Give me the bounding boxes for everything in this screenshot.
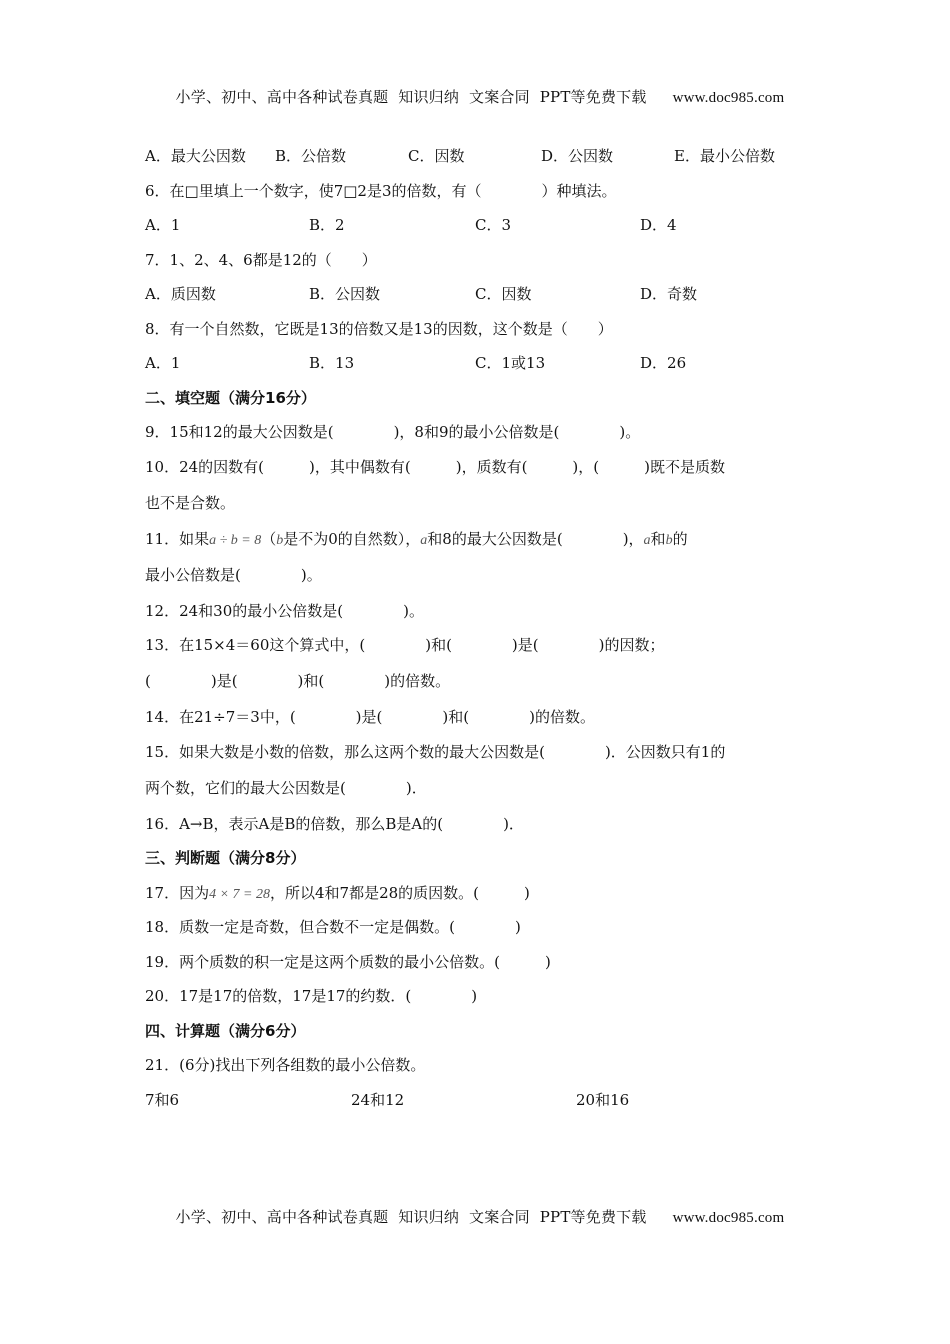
q5-option-d: D．公因数 [541,147,614,165]
header-site: www.doc985.com [672,90,785,106]
exam-content [145,144,810,1122]
page-header [0,68,950,107]
q20-text: 20．17是17的倍数，17是17的约数．( ) [145,987,478,1005]
q21-text: 21．(6分)找出下列各组数的最小公倍数。 [145,1056,426,1074]
q11-math-b: b [276,532,284,548]
q17-part-a: 17．因为 [145,883,210,902]
q11-part-c: 是不为0的自然数）， [283,529,421,548]
q17-text [145,881,810,916]
q8-options [145,351,810,386]
q7-option-d: D．奇数 [640,285,698,303]
q6-option-d: D．4 [640,216,677,234]
footer-text: 小学、初中、高中各种试卷真题 知识归纳 文案合同 PPT等免费下载 [175,1208,647,1226]
q7-option-c: C．因数 [475,285,532,303]
q9-text: 9．15和12的最大公因数是( )，8和9的最小公倍数是( )。 [145,423,641,441]
q7-option-a: A．质因数 [145,285,216,303]
q8-option-a: A．1 [145,354,181,372]
header-text: 小学、初中、高中各种试卷真题 知识归纳 文案合同 PPT等免费下载 [175,88,647,106]
q17-math-expression: 4 × 7 = 28 [209,886,270,902]
q8-text: 8．有一个自然数，它既是13的倍数又是13的因数，这个数是（ ） [145,319,613,338]
q5-options [145,144,810,179]
q15-text-line1: 15．如果大数是小数的倍数，那么这两个数的最大公因数是( )．公因数只有1的 [145,742,726,761]
footer-site: www.doc985.com [672,1210,785,1226]
q21-item-3: 20和16 [576,1090,630,1109]
q11-text-line1 [145,527,810,563]
q6-options [145,213,810,248]
q11-text-line2: 最小公倍数是( )。 [145,565,322,584]
section-3-title: 三、判断题（满分8分） [145,849,306,867]
q10-text-line2: 也不是合数。 [145,493,236,512]
q5-option-a: A．最大公因数 [145,147,246,165]
q14-text: 14．在21÷7＝3中，( )是( )和( )的倍数。 [145,708,595,726]
q11-math-expression: a ÷ b = 8 [209,532,262,548]
q10-text-line1: 10．24的因数有( )，其中偶数有( )，质数有( )，( )既不是质数 [145,457,725,476]
q11-math-a2: a [643,532,651,548]
q15-text-line2: 两个数，它们的最大公因数是( )． [145,778,427,797]
q13-text-line2: ( )是( )和( )的倍数。 [145,672,451,690]
q21-items [145,1088,810,1123]
q7-text: 7．1、2、4、6都是12的（ ） [145,250,377,269]
q6-option-c: C．3 [475,216,512,234]
q11-part-d: 和8的最大公因数是( )， [427,529,644,548]
q21-item-2: 24和12 [351,1090,405,1109]
q11-part-b: （ [261,529,277,548]
q12-text: 12．24和30的最小公倍数是( )。 [145,601,424,620]
q19-text: 19．两个质数的积一定是这两个质数的最小公倍数。( ) [145,952,551,971]
q6-text: 6．在□里填上一个数字，使7□2是3的倍数，有（ ）种填法。 [145,181,617,200]
q16-text: 16．A→B，表示A是B的倍数，那么B是A的( )． [145,814,524,833]
q13-text-line1: 13．在15×4＝60这个算式中，( )和( )是( )的因数； [145,636,665,654]
q5-option-b: B．公倍数 [275,147,347,165]
section-4-title: 四、计算题（满分6分） [145,1021,306,1040]
q8-option-b: B．13 [309,354,355,372]
q5-option-c: C．因数 [408,147,465,165]
q17-part-b: ，所以4和7都是28的质因数。( ) [270,883,530,902]
q7-option-b: B．公因数 [309,285,381,303]
q7-options [145,282,810,317]
page-footer [0,1188,950,1227]
q11-part-e: 和 [650,529,666,548]
section-2-title: 二、填空题（满分16分） [145,388,316,407]
q8-option-d: D．26 [640,354,687,372]
q6-option-b: B．2 [309,216,345,234]
q6-option-a: A．1 [145,216,181,234]
q11-math-b2: b [665,532,673,548]
q11-math-a: a [420,532,428,548]
q18-text: 18．质数一定是奇数，但合数不一定是偶数。( ) [145,918,521,936]
q5-option-e: E．最小公倍数 [674,147,775,165]
q11-part-f: 的 [672,529,688,548]
q21-item-1: 7和6 [145,1090,180,1109]
q8-option-c: C．1或13 [475,354,546,372]
q11-part-a: 11．如果 [145,529,210,548]
